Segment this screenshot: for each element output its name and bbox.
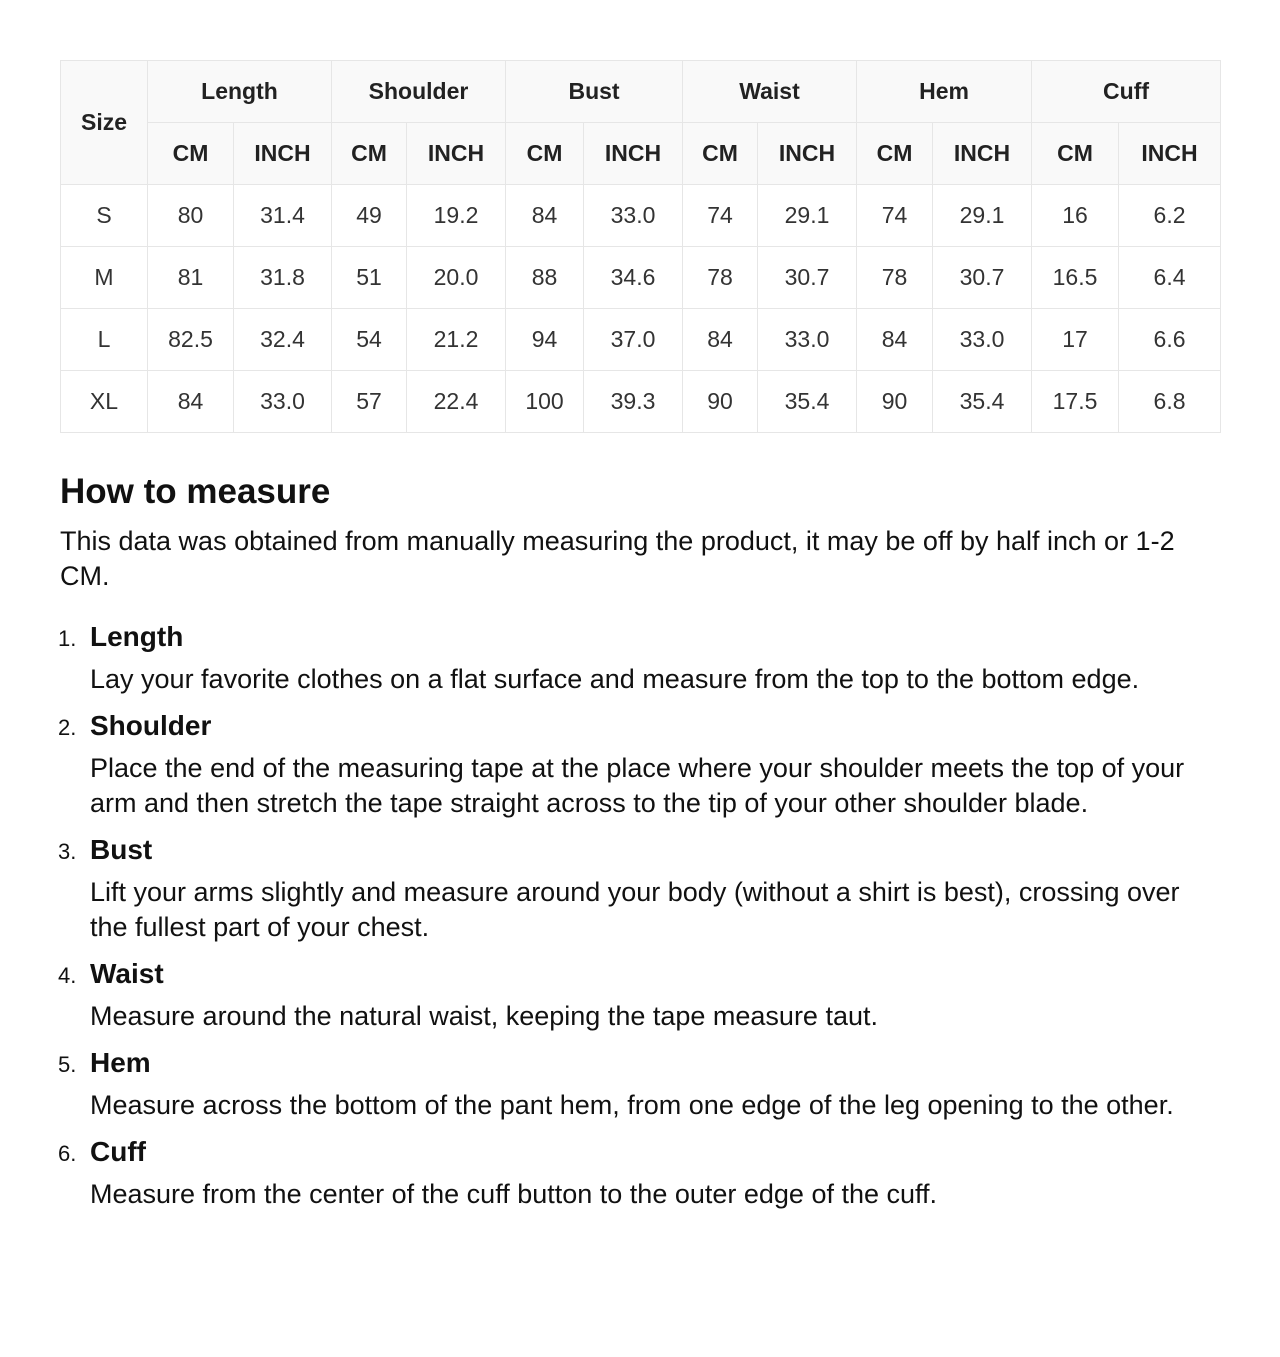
measurement-cell: 16: [1032, 185, 1119, 247]
table-header-row-units: [61, 123, 1221, 185]
size-cell: M: [61, 247, 148, 309]
unit-header-inch: INCH: [234, 123, 332, 185]
group-header-cuff: Cuff: [1032, 61, 1221, 123]
measurement-cell: 16.5: [1032, 247, 1119, 309]
measurement-cell: 33.0: [933, 309, 1032, 371]
unit-header-inch: INCH: [758, 123, 857, 185]
measurement-cell: 35.4: [758, 371, 857, 433]
measurement-cell: 90: [683, 371, 758, 433]
measurement-cell: 90: [857, 371, 933, 433]
size-cell: XL: [61, 371, 148, 433]
measurement-cell: 31.4: [234, 185, 332, 247]
unit-header-cm: CM: [857, 123, 933, 185]
size-table-body: [61, 185, 1221, 433]
step-title: Waist: [90, 958, 164, 989]
size-cell: L: [61, 309, 148, 371]
measurement-cell: 57: [332, 371, 407, 433]
group-header-shoulder: Shoulder: [332, 61, 506, 123]
measurement-cell: 81: [148, 247, 234, 309]
measurement-cell: 84: [857, 309, 933, 371]
list-item: [58, 1135, 1220, 1212]
unit-header-inch: INCH: [933, 123, 1032, 185]
unit-header-cm: CM: [148, 123, 234, 185]
measurement-cell: 78: [857, 247, 933, 309]
step-number: 4.: [58, 963, 77, 988]
measurement-cell: 30.7: [758, 247, 857, 309]
unit-header-cm: CM: [506, 123, 584, 185]
step-title: Length: [90, 621, 184, 652]
measurement-cell: 39.3: [584, 371, 683, 433]
group-header-hem: Hem: [857, 61, 1032, 123]
step-description: Lay your favorite clothes on a flat surface and measure from the top to the bottom edge.: [90, 664, 1140, 694]
measurement-cell: 37.0: [584, 309, 683, 371]
measurement-cell: 84: [683, 309, 758, 371]
table-row: [61, 185, 1221, 247]
measurement-cell: 33.0: [234, 371, 332, 433]
step-title: Cuff: [90, 1136, 146, 1167]
measurement-cell: 22.4: [407, 371, 506, 433]
step-title: Shoulder: [90, 710, 212, 741]
measurement-cell: 54: [332, 309, 407, 371]
measurement-cell: 6.4: [1119, 247, 1221, 309]
unit-header-cm: CM: [332, 123, 407, 185]
measurement-cell: 100: [506, 371, 584, 433]
measurement-cell: 84: [506, 185, 584, 247]
step-number: 1.: [58, 626, 77, 651]
measurement-cell: 20.0: [407, 247, 506, 309]
step-description: Lift your arms slightly and measure around your body (without a shirt is best), crossing over the fullest part of your chest.: [90, 877, 1180, 942]
how-to-measure-title: How to measure: [60, 472, 331, 511]
measurement-cell: 17: [1032, 309, 1119, 371]
measurement-cell: 32.4: [234, 309, 332, 371]
group-header-length: Length: [148, 61, 332, 123]
measurement-cell: 74: [857, 185, 933, 247]
list-item: [58, 709, 1220, 821]
measurement-cell: 6.6: [1119, 309, 1221, 371]
unit-header-inch: INCH: [1119, 123, 1221, 185]
measurement-cell: 33.0: [584, 185, 683, 247]
list-item: [58, 620, 1220, 697]
step-description: Measure across the bottom of the pant hem, from one edge of the leg opening to the other.: [90, 1090, 1174, 1120]
unit-header-inch: INCH: [584, 123, 683, 185]
table-row: [61, 309, 1221, 371]
measurement-cell: 94: [506, 309, 584, 371]
list-item: [58, 957, 1220, 1034]
step-title: Bust: [90, 834, 153, 865]
measurement-cell: 84: [148, 371, 234, 433]
list-item: [58, 833, 1220, 945]
measurement-cell: 80: [148, 185, 234, 247]
size-chart-table: [60, 60, 1221, 433]
table-header-row-groups: [61, 61, 1221, 123]
size-column-header: Size: [61, 61, 148, 185]
unit-header-cm: CM: [683, 123, 758, 185]
step-number: 3.: [58, 839, 77, 864]
unit-header-cm: CM: [1032, 123, 1119, 185]
size-cell: S: [61, 185, 148, 247]
list-item: [58, 1046, 1220, 1123]
measurement-disclaimer: This data was obtained from manually measuring the product, it may be off by half inch or 1-2 CM.: [60, 526, 1175, 591]
measurement-cell: 6.2: [1119, 185, 1221, 247]
measurement-steps-list: [60, 620, 1220, 1212]
table-row: [61, 371, 1221, 433]
measurement-cell: 82.5: [148, 309, 234, 371]
step-number: 2.: [58, 715, 77, 740]
measurement-cell: 74: [683, 185, 758, 247]
measurement-cell: 21.2: [407, 309, 506, 371]
measurement-cell: 29.1: [758, 185, 857, 247]
measurement-cell: 49: [332, 185, 407, 247]
measurement-cell: 88: [506, 247, 584, 309]
measurement-cell: 33.0: [758, 309, 857, 371]
step-number: 5.: [58, 1052, 77, 1077]
measurement-cell: 29.1: [933, 185, 1032, 247]
unit-header-inch: INCH: [407, 123, 506, 185]
measurement-cell: 19.2: [407, 185, 506, 247]
step-description: Measure around the natural waist, keeping the tape measure taut.: [90, 1001, 878, 1031]
measurement-cell: 78: [683, 247, 758, 309]
measurement-cell: 34.6: [584, 247, 683, 309]
step-description: Place the end of the measuring tape at the place where your shoulder meets the top of your arm and then stretch the tape straight across to the tip of your other shoulder blade.: [90, 753, 1185, 818]
measurement-cell: 30.7: [933, 247, 1032, 309]
group-header-bust: Bust: [506, 61, 683, 123]
group-header-waist: Waist: [683, 61, 857, 123]
step-description: Measure from the center of the cuff button to the outer edge of the cuff.: [90, 1179, 938, 1209]
step-number: 6.: [58, 1141, 77, 1166]
measurement-cell: 31.8: [234, 247, 332, 309]
measurement-cell: 6.8: [1119, 371, 1221, 433]
measurement-cell: 51: [332, 247, 407, 309]
table-row: [61, 247, 1221, 309]
step-title: Hem: [90, 1047, 151, 1078]
measurement-cell: 17.5: [1032, 371, 1119, 433]
measurement-cell: 35.4: [933, 371, 1032, 433]
